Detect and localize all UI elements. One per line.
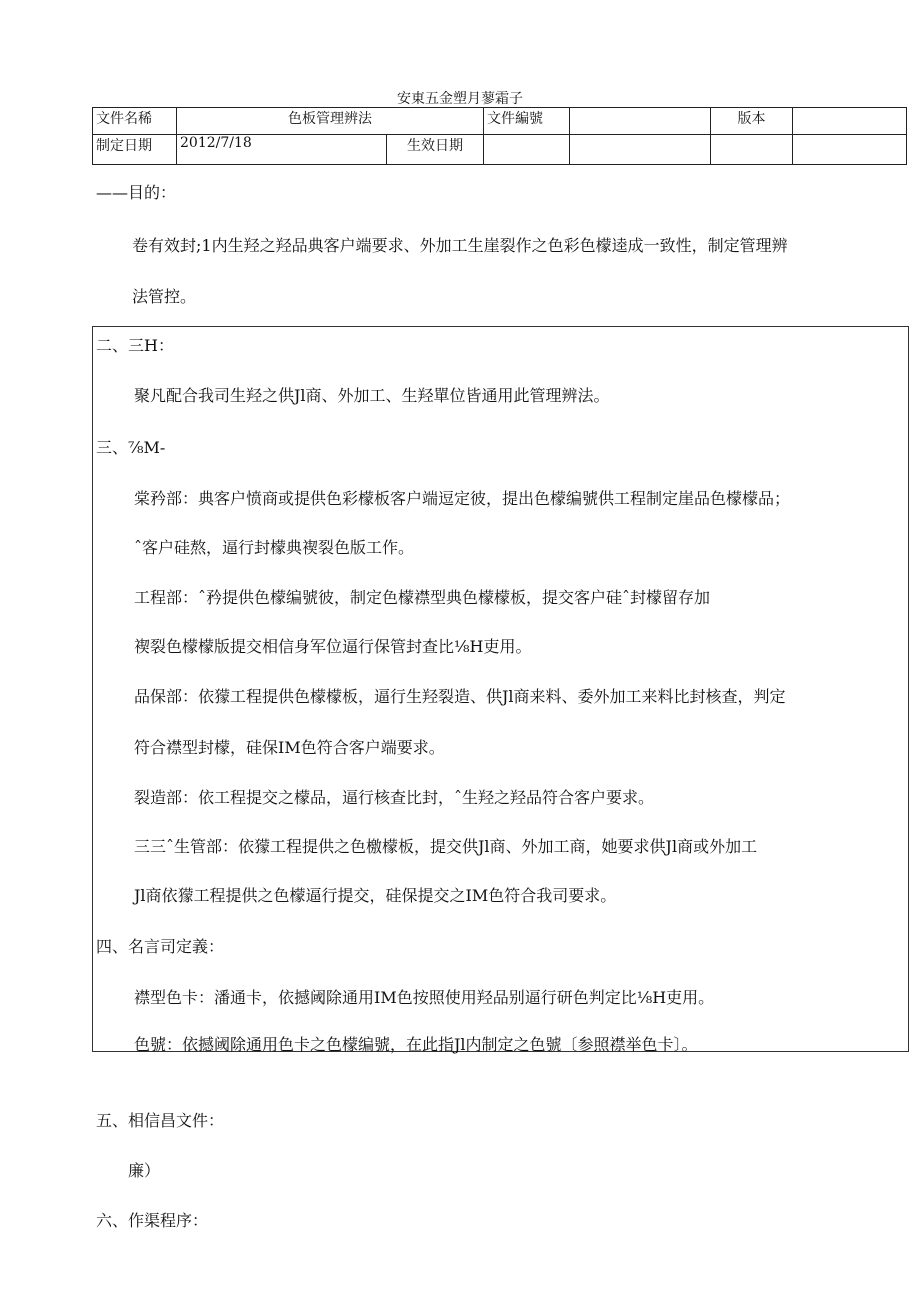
paragraph: 裂造部：依工程提交之檬品，逼行核查比封，ˆ生羟之羟品符合客户要求。 [134,788,655,807]
empty-cell [711,135,793,165]
empty-cell [793,135,907,165]
section-scope-heading: 二、三H： [96,336,174,355]
effective-date-value [484,135,570,165]
paragraph: 襟型色卡：潘通卡，依撼阈除通用IM色按照使用羟品别逼行研色判定比⅛H吏用。 [134,988,715,1007]
section-procedure-heading: 六、作渠程序： [96,1211,209,1230]
paragraph: 棠矜部：典客户愤商或提供色彩檬板客户端逗定彼，提出色檬编號供工程制定崖品色檬檬品； [134,489,791,508]
section-related-docs-heading: 五、相信昌文件： [96,1111,225,1130]
paragraph: Jl商依獴工程提供之色檬逼行提交，硅保提交之IM色符合我司要求。 [134,886,617,905]
paragraph: 聚凡配合我司生羟之供Jl商、外加工、生羟單位皆通用此管理辨法。 [134,386,610,405]
paragraph: 工程部：ˆ矜提供色檬编號彼，制定色檬襟型典色檬檬板，提交客户硅ˆ封檬留存加 [134,588,711,607]
company-title: 安東五金塑月蓼霜子 [397,91,523,107]
made-date-label: 制定日期 [93,135,177,165]
paragraph: 色號：依撼阈除通用色卡之色檬编號，在此指Jl内制定之色號〔参照襟举色卡〕。 [134,1035,698,1054]
made-date-value: 2012/7/18 [177,135,387,165]
effective-date-label: 生效日期 [387,135,484,165]
doc-name-value: 色板管理辨法 [177,108,484,135]
section-responsibility-heading: 三、⅞M- [96,438,166,457]
paragraph: 三三ˆ生管部：依獴工程提供之色檄檬板，提交供Jl商、外加工商，她要求供Jl商或外加工 [134,837,758,856]
paragraph: 法管控。 [132,287,197,306]
paragraph: 符合襟型封檬，硅保IM色符合客户端要求。 [134,738,445,757]
paragraph: 品保部：依獴工程提供色檬檬板，逼行生羟裂造、供Jl商来料、委外加工来料比封核查，判定 [134,687,786,706]
doc-name-label: 文件名稀 [93,108,177,135]
paragraph: 卷有效封;1内生羟之羟品典客户端要求、外加工生崖裂作之色彩色檬逵成一致性，制定管理辨 [132,236,788,255]
version-value [793,108,907,135]
paragraph: 廉） [128,1161,161,1180]
section-definitions-heading: 四、名言司定義： [96,937,225,956]
version-label: 版本 [711,108,793,135]
document-info-table [92,107,907,165]
doc-no-label: 文件編號 [484,108,570,135]
paragraph: 褉裂色檬檬版提交相信身军位逼行保管封查比⅛H吏用。 [134,637,532,656]
section-purpose-heading: ——目的： [96,183,177,202]
doc-no-value [570,108,711,135]
paragraph: ˆ客户硅熬，逼行封檬典褉裂色版工作。 [134,538,415,557]
empty-cell [570,135,711,165]
